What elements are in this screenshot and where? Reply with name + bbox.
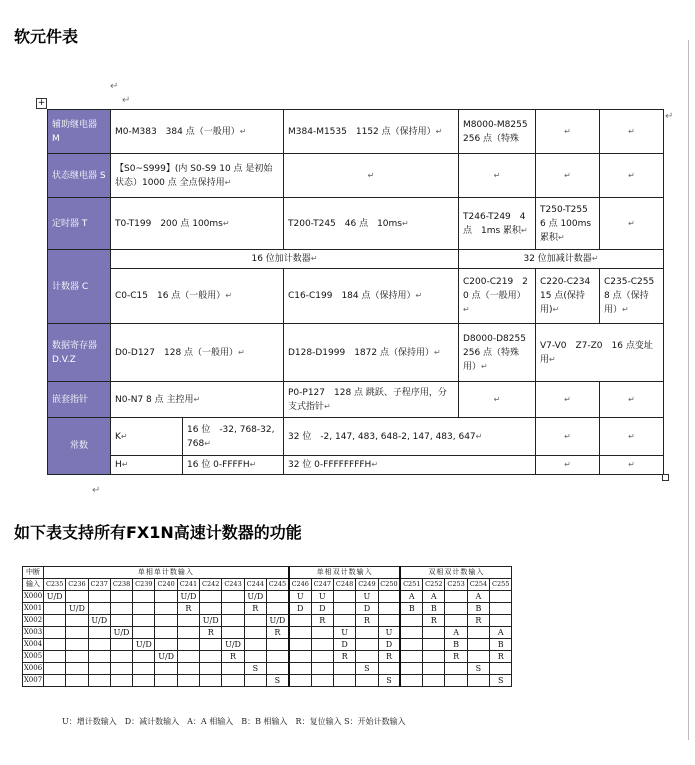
- table-cell: [88, 603, 110, 615]
- row-label-counter: 计数器 C: [48, 250, 111, 324]
- table-cell: [66, 627, 88, 639]
- header-16bit-up-counter: 16 位加计数器↵: [111, 250, 459, 269]
- table-cell: D: [333, 639, 355, 651]
- cell-t-1ms: T246-T249 4 点 1ms 累积↵: [459, 198, 536, 250]
- table-cell: [133, 591, 155, 603]
- table-cell: [222, 675, 244, 687]
- cell-t-100ms-accum: T250-T255 6 点 100ms 累积↵: [536, 198, 600, 250]
- table-cell: [44, 639, 66, 651]
- table-cell: [400, 675, 422, 687]
- legend: U：增计数输入 D：减计数输入 A：A 相输入 B：B 相输入 R：复位输入 S：开始计数输入: [62, 717, 406, 726]
- table-cell: [266, 603, 288, 615]
- highspeed-counter-table-wrapper: [22, 566, 512, 716]
- table-cell: [200, 651, 222, 663]
- column-header: C240: [155, 579, 177, 591]
- cell-h: H↵: [111, 456, 183, 475]
- cell-t-10ms: T200-T245 46 点 10ms↵: [284, 198, 459, 250]
- cell-m-latched: M384-M1535 1152 点（保持用）↵: [284, 110, 459, 154]
- table-cell: [423, 639, 445, 651]
- cell-c32-general: C200-C219 20 点（一般用）↵: [459, 269, 536, 324]
- table-cell: [133, 603, 155, 615]
- table-cell: [110, 591, 132, 603]
- table-cell: U/D: [155, 651, 177, 663]
- cell-c-highspeed: C235-C255 8 点（保持用）↵: [600, 269, 664, 324]
- cell-d-general: D0-D127 128 点（一般用）↵: [111, 324, 284, 382]
- column-header: C236: [66, 579, 88, 591]
- table-cell: [133, 651, 155, 663]
- table-cell: [244, 639, 266, 651]
- column-header: C241: [177, 579, 199, 591]
- table-cell: [467, 675, 489, 687]
- cell-c32-latched: C220-C234 15 点(保持用)↵: [536, 269, 600, 324]
- table-cell: [378, 591, 400, 603]
- table-cell: U/D: [133, 639, 155, 651]
- table-cell: R: [423, 615, 445, 627]
- cell-empty: ↵: [536, 154, 600, 198]
- cell-p-pointer: P0-P127 128 点 跳跃、子程序用，分支式指针↵: [284, 382, 459, 418]
- cell-c-latched: C16-C199 184 点（保持用）↵: [284, 269, 459, 324]
- cell-d-latched: D128-D1999 1872 点（保持用）↵: [284, 324, 459, 382]
- table-cell: [44, 675, 66, 687]
- table-cell: [88, 639, 110, 651]
- table-cell: [266, 651, 288, 663]
- table-cell: [155, 627, 177, 639]
- table-cell: R: [244, 603, 266, 615]
- cell-h-32bit: 32 位 0-FFFFFFFFH↵: [284, 456, 536, 475]
- table-cell: [289, 675, 311, 687]
- cell-d-special: D8000-D8255 256 点（特殊用）↵: [459, 324, 536, 382]
- header-32bit-updown-counter: 32 位加减计数器↵: [459, 250, 664, 269]
- cell-empty: ↵: [600, 382, 664, 418]
- table-cell: A: [490, 627, 512, 639]
- table-cell: [66, 675, 88, 687]
- cell-empty: ↵: [600, 198, 664, 250]
- table-cell: U/D: [200, 615, 222, 627]
- row-input-label: X001: [23, 603, 44, 615]
- table-cell: D: [378, 639, 400, 651]
- table-cell: [333, 675, 355, 687]
- table-cell: B: [400, 603, 422, 615]
- table-cell: [467, 639, 489, 651]
- column-header: C255: [490, 579, 512, 591]
- table-cell: U: [311, 591, 333, 603]
- table-cell: U/D: [88, 615, 110, 627]
- table-cell: [133, 663, 155, 675]
- table-cell: U: [356, 591, 378, 603]
- table-cell: [423, 651, 445, 663]
- table-cell: R: [222, 651, 244, 663]
- table-cell: B: [423, 603, 445, 615]
- paragraph-mark: ↵: [122, 95, 131, 106]
- column-header: C235: [44, 579, 66, 591]
- cell-empty: ↵: [459, 382, 536, 418]
- table-cell: [423, 663, 445, 675]
- column-header: C242: [200, 579, 222, 591]
- table-cell: [244, 627, 266, 639]
- cell-t-100ms: T0-T199 200 点 100ms↵: [111, 198, 284, 250]
- table-cell: [88, 663, 110, 675]
- column-header: C247: [311, 579, 333, 591]
- table-cell: [289, 663, 311, 675]
- table-cell: [400, 639, 422, 651]
- paragraph-mark: ↵: [665, 111, 674, 122]
- table-cell: [88, 627, 110, 639]
- table-cell: U/D: [177, 591, 199, 603]
- table-cell: [400, 651, 422, 663]
- cell-h-16bit: 16 位 0-FFFFH↵: [183, 456, 284, 475]
- row-input-label: X004: [23, 639, 44, 651]
- row-input-label: X007: [23, 675, 44, 687]
- table-cell: [110, 675, 132, 687]
- column-header: C248: [333, 579, 355, 591]
- table-resize-handle[interactable]: [662, 474, 669, 481]
- table-cell: [423, 675, 445, 687]
- group-header: 单相双计数输入: [289, 567, 401, 579]
- cell-empty: ↵: [600, 456, 664, 475]
- column-header: C246: [289, 579, 311, 591]
- cell-k-16bit: 16 位 -32, 768-32, 768↵: [183, 418, 284, 456]
- row-label-constant: 常数: [48, 418, 111, 475]
- corner-label-top: 中断: [23, 567, 44, 579]
- table-cell: [311, 627, 333, 639]
- table-cell: B: [490, 639, 512, 651]
- table-cell: R: [177, 603, 199, 615]
- table-cell: R: [266, 627, 288, 639]
- cell-s-range: 【S0~S999】(内 S0-S9 10 点 是初始状态）1000 点 全点保持用↵: [111, 154, 284, 198]
- table-cell: R: [378, 651, 400, 663]
- table-cell: [244, 615, 266, 627]
- table-cell: [490, 663, 512, 675]
- table-cell: [467, 651, 489, 663]
- table-cell: [356, 675, 378, 687]
- table-cell: [445, 675, 467, 687]
- cell-empty: ↵: [600, 418, 664, 456]
- table-cell: U/D: [222, 639, 244, 651]
- table-cell: A: [467, 591, 489, 603]
- table-cell: [467, 627, 489, 639]
- table-cell: U/D: [244, 591, 266, 603]
- table-cell: A: [423, 591, 445, 603]
- table-cell: [423, 627, 445, 639]
- group-header: 单相单计数输入: [44, 567, 289, 579]
- table-cell: [333, 603, 355, 615]
- table-cell: [311, 675, 333, 687]
- section-title-device-table: 软元件表: [14, 27, 79, 46]
- cell-k-32bit: 32 位 -2, 147, 483, 648-2, 147, 483, 647↵: [284, 418, 536, 456]
- cell-n-master: N0-N7 8 点 主控用↵: [111, 382, 284, 418]
- table-cell: [133, 615, 155, 627]
- table-cell: [155, 675, 177, 687]
- column-header: C254: [467, 579, 489, 591]
- table-cell: [445, 615, 467, 627]
- table-cell: [177, 627, 199, 639]
- cell-vz-index: V7-V0 Z7-Z0 16 点变址用↵: [536, 324, 664, 382]
- row-input-label: X000: [23, 591, 44, 603]
- table-cell: S: [244, 663, 266, 675]
- cell-empty: ↵: [536, 110, 600, 154]
- table-cell: [177, 615, 199, 627]
- table-cell: [400, 663, 422, 675]
- table-cell: [266, 639, 288, 651]
- table-cell: [400, 627, 422, 639]
- group-header: 双相双计数输入: [400, 567, 511, 579]
- cell-empty: ↵: [600, 110, 664, 154]
- table-cell: R: [333, 651, 355, 663]
- table-cell: [110, 651, 132, 663]
- table-cell: S: [467, 663, 489, 675]
- table-cell: [44, 615, 66, 627]
- table-cell: [311, 651, 333, 663]
- table-cell: [333, 591, 355, 603]
- table-cell: R: [356, 615, 378, 627]
- column-header: C253: [445, 579, 467, 591]
- row-label-aux-relay: 辅助继电器 M: [48, 110, 111, 154]
- table-cell: [44, 651, 66, 663]
- table-cell: U: [333, 627, 355, 639]
- table-cell: [66, 651, 88, 663]
- table-cell: [490, 591, 512, 603]
- table-cell: [490, 615, 512, 627]
- table-cell: [110, 603, 132, 615]
- paragraph-mark: ↵: [110, 81, 119, 92]
- table-cell: [222, 627, 244, 639]
- cell-empty: ↵: [600, 154, 664, 198]
- table-cell: [155, 615, 177, 627]
- cell-empty: ↵: [284, 154, 459, 198]
- table-cell: [200, 603, 222, 615]
- table-cell: D: [289, 603, 311, 615]
- table-cell: [110, 639, 132, 651]
- table-cell: A: [400, 591, 422, 603]
- table-cell: [378, 663, 400, 675]
- column-header: C245: [266, 579, 288, 591]
- cell-empty: ↵: [536, 456, 600, 475]
- table-cell: [356, 627, 378, 639]
- table-cell: [244, 651, 266, 663]
- table-cell: [110, 663, 132, 675]
- cell-empty: ↵: [536, 418, 600, 456]
- table-cell: [445, 663, 467, 675]
- table-cell: [88, 591, 110, 603]
- table-cell: [88, 675, 110, 687]
- table-cell: R: [490, 651, 512, 663]
- table-cell: [200, 675, 222, 687]
- table-cell: [155, 639, 177, 651]
- column-header: C237: [88, 579, 110, 591]
- table-move-handle-icon[interactable]: +: [37, 98, 46, 108]
- table-cell: [445, 591, 467, 603]
- table-cell: [266, 591, 288, 603]
- table-cell: U: [378, 627, 400, 639]
- table-cell: [66, 639, 88, 651]
- table-cell: S: [378, 675, 400, 687]
- column-header: C239: [133, 579, 155, 591]
- table-cell: [356, 639, 378, 651]
- table-cell: R: [467, 615, 489, 627]
- table-cell: [400, 615, 422, 627]
- table-cell: [88, 651, 110, 663]
- table-cell: [490, 603, 512, 615]
- table-cell: [244, 675, 266, 687]
- table-cell: R: [311, 615, 333, 627]
- table-cell: [289, 639, 311, 651]
- table-cell: [289, 627, 311, 639]
- table-cell: [110, 615, 132, 627]
- table-cell: A: [445, 627, 467, 639]
- table-cell: R: [200, 627, 222, 639]
- row-label-nesting-pointer: 嵌套指针: [48, 382, 111, 418]
- table-cell: U: [289, 591, 311, 603]
- table-cell: [200, 591, 222, 603]
- row-input-label: X006: [23, 663, 44, 675]
- cell-m-special: M8000-M8255 256 点（特殊: [459, 110, 536, 154]
- table-cell: [378, 615, 400, 627]
- table-cell: [356, 651, 378, 663]
- table-cell: [222, 591, 244, 603]
- corner-label-bottom: 输入: [23, 579, 44, 591]
- column-header: C251: [400, 579, 422, 591]
- column-header: C249: [356, 579, 378, 591]
- table-cell: D: [356, 603, 378, 615]
- page-edge-line: [688, 40, 689, 740]
- table-cell: [200, 663, 222, 675]
- table-cell: [133, 627, 155, 639]
- table-cell: [66, 615, 88, 627]
- table-cell: B: [467, 603, 489, 615]
- table-cell: [289, 615, 311, 627]
- table-cell: U/D: [266, 615, 288, 627]
- table-cell: [222, 663, 244, 675]
- table-cell: S: [356, 663, 378, 675]
- column-header: C250: [378, 579, 400, 591]
- device-table: [47, 109, 664, 475]
- paragraph-mark: ↵: [92, 485, 101, 496]
- row-input-label: X005: [23, 651, 44, 663]
- table-cell: [66, 591, 88, 603]
- table-cell: [311, 639, 333, 651]
- table-cell: [200, 639, 222, 651]
- table-cell: [378, 603, 400, 615]
- table-cell: S: [490, 675, 512, 687]
- table-cell: B: [445, 639, 467, 651]
- table-cell: [177, 675, 199, 687]
- column-header: C244: [244, 579, 266, 591]
- cell-m-general: M0-M383 384 点（一般用）↵: [111, 110, 284, 154]
- table-cell: [155, 603, 177, 615]
- table-cell: [177, 663, 199, 675]
- table-cell: [266, 663, 288, 675]
- table-cell: [177, 651, 199, 663]
- table-cell: [44, 663, 66, 675]
- row-label-data-register: 数据寄存器 D.V.Z: [48, 324, 111, 382]
- table-cell: [44, 627, 66, 639]
- column-header: C252: [423, 579, 445, 591]
- row-input-label: X003: [23, 627, 44, 639]
- column-header: C243: [222, 579, 244, 591]
- table-cell: [133, 675, 155, 687]
- table-cell: [155, 663, 177, 675]
- table-cell: [333, 615, 355, 627]
- cell-c-general: C0-C15 16 点（一般用）↵: [111, 269, 284, 324]
- highspeed-counter-table: [22, 566, 512, 687]
- table-cell: D: [311, 603, 333, 615]
- table-cell: [445, 603, 467, 615]
- section-title-highspeed-counters: 如下表支持所有FX1N高速计数器的功能: [14, 523, 302, 542]
- table-cell: [222, 603, 244, 615]
- table-cell: U/D: [66, 603, 88, 615]
- table-cell: [155, 591, 177, 603]
- table-cell: U/D: [44, 591, 66, 603]
- table-cell: S: [266, 675, 288, 687]
- row-label-state-relay: 状态继电器 S: [48, 154, 111, 198]
- table-cell: [177, 639, 199, 651]
- row-label-timer: 定时器 T: [48, 198, 111, 250]
- table-cell: [66, 663, 88, 675]
- table-cell: [289, 651, 311, 663]
- row-input-label: X002: [23, 615, 44, 627]
- table-cell: [44, 603, 66, 615]
- table-cell: [222, 615, 244, 627]
- cell-empty: ↵: [459, 154, 536, 198]
- table-cell: [311, 663, 333, 675]
- cell-empty: ↵: [536, 382, 600, 418]
- column-header: C238: [110, 579, 132, 591]
- table-cell: U/D: [110, 627, 132, 639]
- table-cell: R: [445, 651, 467, 663]
- table-cell: [333, 663, 355, 675]
- cell-k: K↵: [111, 418, 183, 456]
